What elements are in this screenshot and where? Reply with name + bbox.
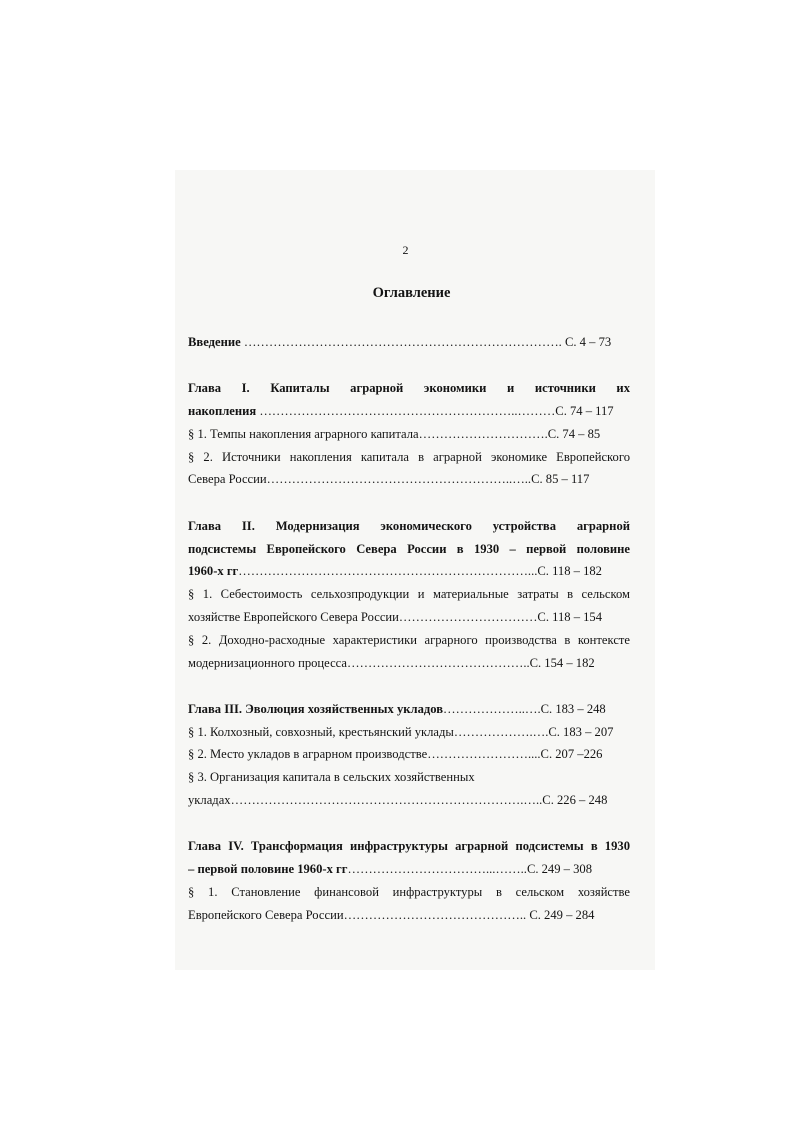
toc-leader-dots: ……………….…. xyxy=(453,724,549,739)
toc-entry-label: § 1. Колхозный, совхозный, крестьянский уклады xyxy=(188,724,454,739)
toc-leader-dots: …………………….... xyxy=(427,747,541,762)
toc-entry-label: § 2. Место укладов в аграрном производстве xyxy=(188,747,428,762)
toc-entry-label: укладах xyxy=(188,793,231,808)
toc-chapter-2-section-2 xyxy=(188,652,630,675)
toc-chapter-2-heading-cont: подсистемы Европейского Севера России в 1930 – первой половине xyxy=(188,541,630,556)
toc-entry-intro xyxy=(188,331,630,354)
toc-chapter-2-section-1-heading: § 1. Себестоимость сельхозпродукции и материальные затраты в сельском xyxy=(188,587,630,602)
toc-chapter-2-section-1 xyxy=(188,606,630,629)
toc-leader-dots: ………………..…. xyxy=(443,701,541,716)
toc-chapter-1-heading: Глава I. Капиталы аграрной экономики и источники их xyxy=(188,381,630,396)
toc-leader-dots: …………………………………………………………….….. xyxy=(230,793,543,808)
page-number: 2 xyxy=(402,243,409,257)
toc-leader-dots: …………………………. xyxy=(418,426,548,441)
toc-leader-dots: …………………………………….. xyxy=(347,655,530,670)
toc-chapter-3-section-1 xyxy=(188,721,630,744)
toc-page-range: С. 249 – 308 xyxy=(526,862,593,877)
toc-leader-dots: …………………………… xyxy=(398,609,538,624)
toc-leader-dots: ……………………………………………………………... xyxy=(238,564,538,579)
toc-entry-label: Севера России xyxy=(188,472,267,487)
toc-chapter-1-pages-line xyxy=(188,400,630,423)
toc-chapter-1-section-1 xyxy=(188,423,630,446)
toc-chapter-4-section-1-heading: § 1. Становление финансовой инфраструктуры в сельском хозяйстве xyxy=(188,884,630,899)
toc-page-range: С. 4 – 73 xyxy=(561,335,612,349)
toc-entry-label: Глава III. Эволюция хозяйственных укладов xyxy=(188,701,444,716)
toc-entry-label: хозяйстве Европейского Севера России xyxy=(188,609,399,624)
toc-entry-label: § 1. Темпы накопления аграрного капитала xyxy=(188,426,419,441)
toc-entry-label: – первой половине 1960-х гг xyxy=(188,862,348,877)
toc-entry-label: модернизационного процесса xyxy=(188,655,347,670)
toc-chapter-1-section-2 xyxy=(188,468,630,491)
toc-leader-dots: ……………………………...…….. xyxy=(347,862,527,877)
toc-page-range: С. 118 – 154 xyxy=(537,609,603,624)
toc-chapter-4-pages-line xyxy=(188,858,630,881)
toc-entry-label: накопления xyxy=(188,404,257,419)
table-of-contents xyxy=(188,331,630,927)
toc-page-range: С. 85 – 117 xyxy=(531,472,590,487)
toc-page-range: С. 249 – 284 xyxy=(526,907,595,922)
toc-page-range: С. 74 – 85 xyxy=(547,426,601,441)
toc-page-range: С. 74 – 117 xyxy=(555,404,614,419)
toc-chapter-4-section-1 xyxy=(188,904,630,927)
toc-leader-dots: …………………………………………………..….. xyxy=(266,472,532,487)
toc-chapter-2-section-2-heading: § 2. Доходно-расходные характеристики аграрного производства в контексте xyxy=(188,632,630,647)
toc-leader-dots: ……………………………………………………..……… xyxy=(256,404,556,419)
toc-page-range: С. 226 – 248 xyxy=(542,793,608,808)
toc-chapter-1-section-2-heading: § 2. Источники накопления капитала в аграрной экономике Европейского xyxy=(188,449,630,464)
toc-leader-dots: …………………………………………………………………. xyxy=(240,335,562,349)
toc-page-range: С. 183 – 248 xyxy=(540,701,606,716)
toc-chapter-2-heading: Глава II. Модернизация экономического устройства аграрной xyxy=(188,518,630,533)
page-title: Оглавление xyxy=(372,285,451,301)
toc-chapter-3-section-3 xyxy=(188,789,630,812)
toc-page-range: С. 183 – 207 xyxy=(548,724,614,739)
toc-page-range: С. 154 – 182 xyxy=(529,655,595,670)
toc-chapter-3-section-3-heading: § 3. Организация капитала в сельских хозяйственных xyxy=(188,770,475,785)
toc-page-range: С. 207 –226 xyxy=(540,747,603,762)
toc-entry-label: 1960-х гг xyxy=(188,564,239,579)
toc-chapter-2-pages-line xyxy=(188,560,630,583)
toc-chapter-4-heading: Глава IV. Трансформация инфраструктуры аграрной подсистемы в 1930 xyxy=(188,839,630,854)
toc-page-range: С. 118 – 182 xyxy=(537,564,602,579)
toc-entry-label: Введение xyxy=(188,335,241,349)
toc-entry-label: Европейского Севера России xyxy=(188,907,344,922)
toc-chapter-3-section-2 xyxy=(188,743,630,766)
toc-chapter-3-heading xyxy=(188,698,630,721)
toc-leader-dots: …………………………………….. xyxy=(343,907,527,922)
